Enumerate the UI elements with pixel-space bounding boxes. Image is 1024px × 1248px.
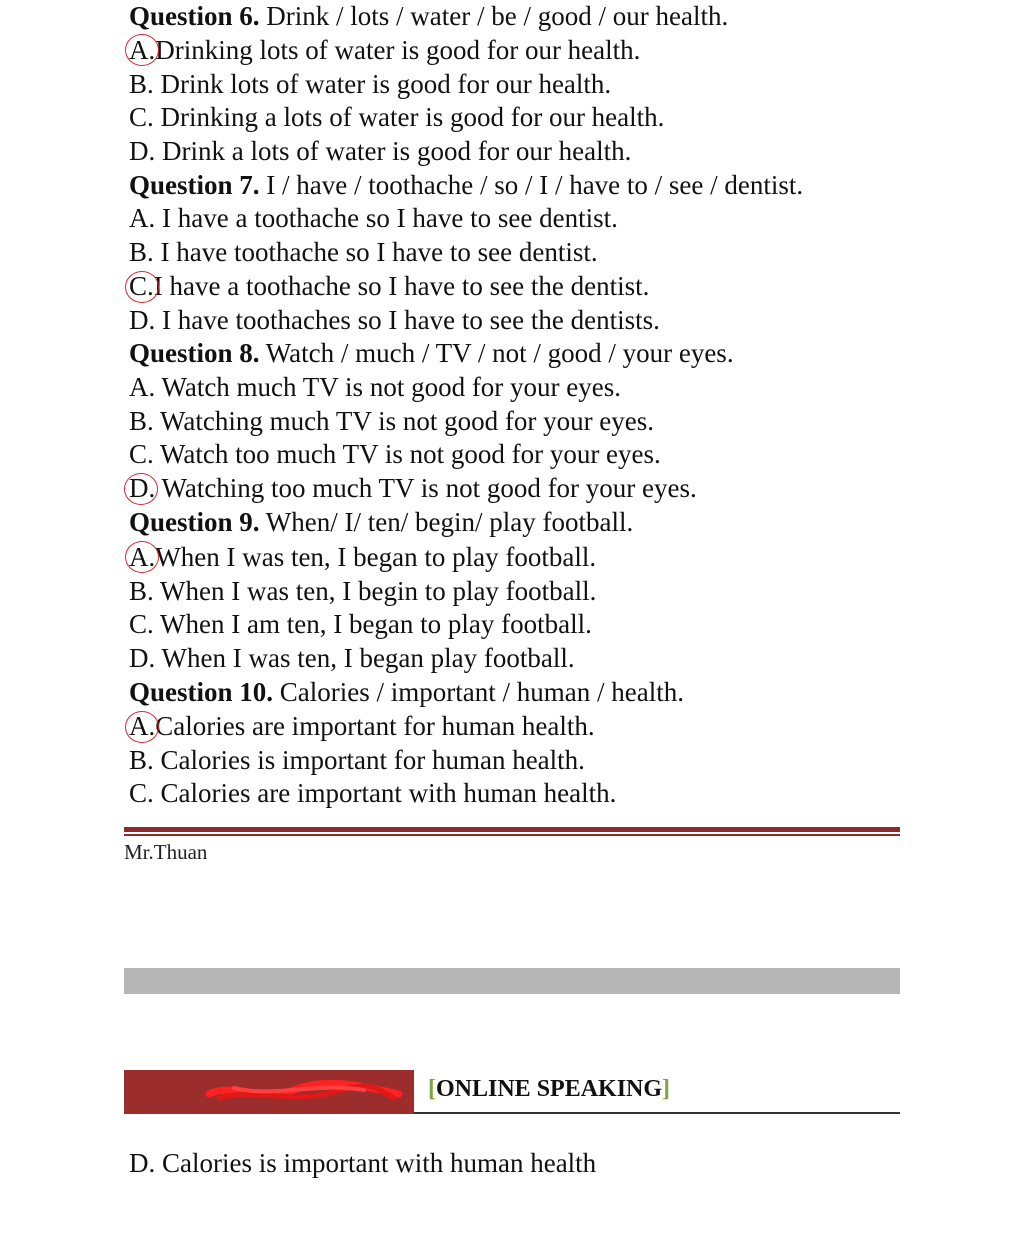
option-text: I have a toothache so I have to see the dentist. (153, 271, 650, 301)
option-letter: A. (129, 203, 156, 233)
option-letter: D. (129, 643, 156, 673)
footer-rule-thick (124, 827, 900, 832)
question-6-heading (129, 0, 728, 33)
question-number: Question 10. (129, 677, 274, 707)
option-letter: A. (129, 542, 156, 572)
option-text: Calories are important with human health. (160, 778, 617, 808)
answer-circle-8d (124, 473, 158, 505)
bracket-right: ] (662, 1076, 671, 1102)
redaction-scribble-icon (204, 1080, 404, 1104)
question-number: Question 6. (129, 1, 260, 31)
option-text: I have a toothache so I have to see dentist. (162, 203, 618, 233)
answer-circle-7c (125, 271, 159, 303)
option-9d (129, 642, 575, 675)
option-text: Watching much TV is not good for your eyes. (160, 406, 655, 436)
option-8d (129, 472, 697, 505)
option-6c (129, 101, 664, 134)
question-7-heading (129, 169, 803, 202)
option-text: Watching too much TV is not good for your eyes. (161, 473, 697, 503)
online-speaking-text: ONLINE SPEAKING (436, 1076, 663, 1102)
option-text: I have toothaches so I have to see the dentists. (162, 305, 660, 335)
question-number: Question 8. (129, 338, 260, 368)
page-break-bar (124, 968, 900, 994)
option-text: Drink lots of water is good for our health. (160, 69, 612, 99)
question-10-heading (129, 676, 684, 709)
option-7c (129, 270, 649, 303)
option-10d (129, 1147, 596, 1180)
header-red-block (124, 1070, 414, 1114)
option-letter: D. (129, 473, 156, 503)
option-text: Calories is important with human health (162, 1148, 597, 1178)
author-name: Mr.Thuan (124, 840, 208, 864)
option-text: Calories are important for human health. (155, 711, 595, 741)
option-7d (129, 304, 660, 337)
answer-circle-9a (125, 541, 159, 573)
footer-rule-thin (124, 834, 900, 836)
option-text: When I am ten, I began to play football. (160, 609, 592, 639)
option-letter: D. (129, 1148, 156, 1178)
option-text: Watch too much TV is not good for your eyes. (160, 439, 661, 469)
option-text: Watch much TV is not good for your eyes. (161, 372, 622, 402)
answer-circle-10a (125, 711, 159, 743)
option-6d (129, 135, 631, 168)
option-10a (129, 710, 595, 743)
question-prompt: When/ I/ ten/ begin/ play football. (265, 507, 634, 537)
option-text: When I was ten, I began to play football. (155, 542, 597, 572)
option-letter: A. (129, 372, 156, 402)
option-8c (129, 438, 661, 471)
option-9a (129, 541, 596, 574)
option-text: When I was ten, I begin to play football. (160, 576, 597, 606)
option-letter: C. (129, 609, 154, 639)
option-text: Drinking lots of water is good for our health. (155, 35, 641, 65)
option-text: When I was ten, I began play football. (161, 643, 575, 673)
option-8a (129, 371, 621, 404)
option-letter: B. (129, 745, 154, 775)
option-9b (129, 575, 596, 608)
option-letter: C. (129, 102, 154, 132)
option-text: I have toothache so I have to see dentist. (160, 237, 598, 267)
question-8-heading (129, 337, 734, 370)
option-letter: C. (129, 778, 154, 808)
option-6b (129, 68, 611, 101)
online-speaking-label (428, 1076, 670, 1103)
option-letter: B. (129, 69, 154, 99)
option-text: Calories is important for human health. (160, 745, 585, 775)
option-text: Drinking a lots of water is good for our health. (160, 102, 665, 132)
option-10b (129, 744, 585, 777)
option-7b (129, 236, 598, 269)
option-9c (129, 608, 592, 641)
question-number: Question 9. (129, 507, 260, 537)
option-letter: D. (129, 136, 156, 166)
option-letter: D. (129, 305, 156, 335)
question-number: Question 7. (129, 170, 260, 200)
option-letter: B. (129, 406, 154, 436)
header-underline (414, 1112, 900, 1114)
question-prompt: I / have / toothache / so / I / have to / see / dentist. (266, 170, 804, 200)
option-6a (129, 34, 640, 67)
option-letter: B. (129, 237, 154, 267)
option-8b (129, 405, 654, 438)
option-text: Drink a lots of water is good for our health. (162, 136, 632, 166)
question-prompt: Watch / much / TV / not / good / your eyes. (265, 338, 734, 368)
option-letter: C. (129, 439, 154, 469)
bracket-left: [ (428, 1076, 436, 1102)
question-9-heading (129, 506, 633, 539)
option-letter: C. (129, 271, 154, 301)
answer-circle-6a (125, 34, 159, 66)
option-letter: A. (129, 35, 156, 65)
option-7a (129, 202, 618, 235)
option-letter: A. (129, 711, 156, 741)
option-10c (129, 777, 616, 810)
question-prompt: Calories / important / human / health. (279, 677, 684, 707)
option-letter: B. (129, 576, 154, 606)
question-prompt: Drink / lots / water / be / good / our health. (266, 1, 729, 31)
